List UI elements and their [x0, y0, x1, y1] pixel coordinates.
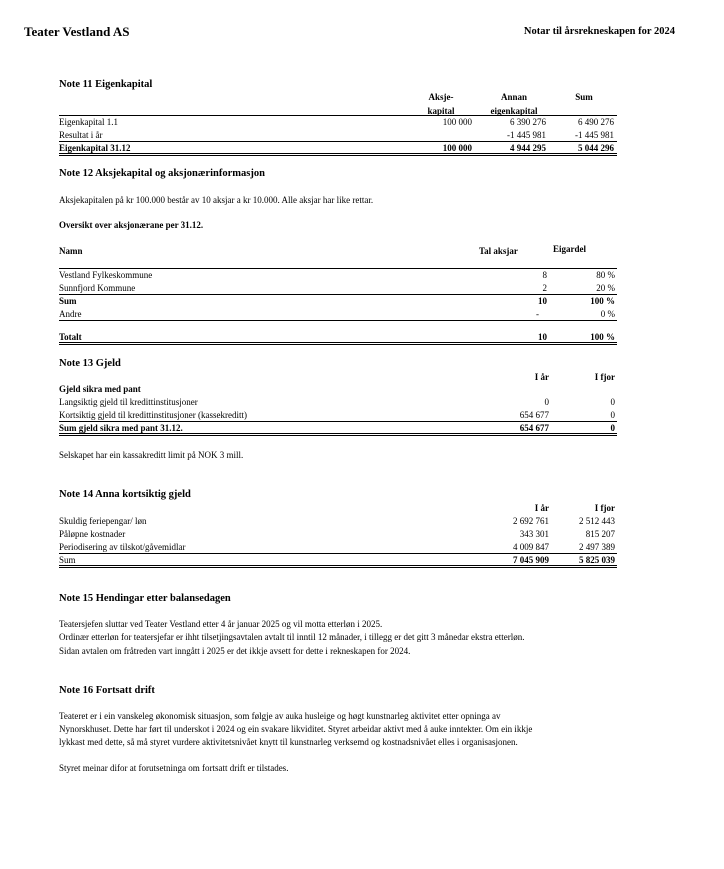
shareholder-shares: 8	[542, 270, 547, 280]
note11-total-value: 100 000	[442, 143, 472, 153]
divider	[59, 141, 617, 142]
divider	[59, 115, 617, 116]
note14-col-this-year-header: I år	[534, 503, 549, 513]
note16-title: Note 16 Fortsatt drift	[59, 685, 155, 696]
note15-title: Note 15 Hendingar etter balansedagen	[59, 593, 231, 604]
shareholder-sum-shares: 10	[538, 296, 547, 306]
note11-total-value: 5 044 296	[578, 143, 614, 153]
shareholder-total-label: Totalt	[59, 332, 82, 342]
debt-total-value: 654 677	[519, 423, 549, 433]
shareholder-other-percent: 0 %	[600, 309, 615, 319]
shareholder-total-shares: 10	[538, 332, 547, 342]
note11-row-value: -1 445 981	[507, 130, 546, 140]
debt-row-label: Kortsiktig gjeld til kredittinstitusjoner (kassekreditt)	[59, 410, 247, 420]
note13-title: Note 13 Gjeld	[59, 358, 121, 369]
note11-col-sum-header: Sum	[575, 92, 593, 102]
note12-col-shares-header: Tal aksjar	[479, 246, 518, 256]
note16-line: lykkast med dette, så må styret vurdere aktivitetsnivået knytt til kunstnarleg verksemd og kostnadsnivået elles i organisasjonen.	[59, 737, 518, 747]
other-debt-total-label: Sum	[59, 555, 76, 565]
note16-text: Styret meinar difor at forutsetninga om fortsatt drift er tilstades.	[59, 763, 289, 773]
debt-row-value: 0	[610, 410, 615, 420]
double-underline	[59, 153, 617, 156]
note11-total-value: 4 944 295	[510, 143, 546, 153]
debt-row-value: 0	[610, 397, 615, 407]
other-debt-value: 2 512 443	[579, 516, 615, 526]
double-underline	[59, 342, 617, 345]
divider	[59, 421, 617, 422]
note11-row-label: Resultat i år	[59, 130, 103, 140]
shareholder-shares: 2	[542, 283, 547, 293]
document-title: Notar til årsrekneskapen for 2024	[523, 26, 675, 37]
divider	[59, 294, 617, 295]
shareholder-sum-percent: 100 %	[590, 296, 615, 306]
note11-row-value: 6 390 276	[510, 117, 546, 127]
double-underline	[59, 565, 617, 568]
other-debt-total-value: 5 825 039	[579, 555, 615, 565]
company-name: Teater Vestland AS	[24, 24, 130, 39]
debt-row-value: 654 677	[519, 410, 549, 420]
other-debt-value: 2 497 389	[579, 542, 615, 552]
other-debt-value: 2 692 761	[513, 516, 549, 526]
debt-total-value: 0	[610, 423, 615, 433]
shareholder-percent: 80 %	[596, 270, 615, 280]
shareholder-other-shares: -	[536, 309, 539, 319]
note12-col-name-header: Namn	[59, 246, 83, 256]
note16-line: Nynorskhuset. Dette har ført til underskot i 2024 og ein svakare likviditet. Styret arbeidar aktivt med å auke inntekter. Om ein ikkje	[59, 724, 533, 734]
shareholder-name: Vestland Fylkeskommune	[59, 270, 153, 280]
note12-col-ownership-header: Eigardel	[553, 244, 586, 254]
note11-total-label: Eigenkapital 31.12	[59, 143, 131, 153]
note12-title: Note 12 Aksjekapital og aksjonærinformasjon	[59, 168, 265, 179]
note14-title: Note 14 Anna kortsiktig gjeld	[59, 489, 191, 500]
other-debt-label: Periodisering av tilskot/gåvemidlar	[59, 542, 186, 552]
divider	[59, 553, 617, 554]
other-debt-label: Påløpne kostnader	[59, 529, 126, 539]
note14-col-last-year-header: I fjor	[594, 503, 615, 513]
note11-row-value: -1 445 981	[575, 130, 614, 140]
other-debt-value: 815 207	[585, 529, 615, 539]
note16-line: Teateret er i ein vanskeleg økonomisk situasjon, som følgje av auka husleige og høgt kunstnarleg aktivitet etter opninga av	[59, 711, 501, 721]
shareholder-other-label: Andre	[59, 309, 82, 319]
note12-subtitle: Oversikt over aksjonærane per 31.12.	[59, 220, 204, 230]
note11-row-value: 100 000	[442, 117, 472, 127]
note13-col-last-year-header: I fjor	[594, 372, 615, 382]
note11-title: Note 11 Eigenkapital	[59, 79, 153, 90]
debt-row-label: Langsiktig gjeld til kredittinstitusjoner	[59, 397, 198, 407]
shareholder-sum-label: Sum	[59, 296, 77, 306]
debt-row-value: 0	[544, 397, 549, 407]
other-debt-value: 343 301	[519, 529, 549, 539]
note12-text: Aksjekapitalen på kr 100.000 består av 10 aksjar a kr 10.000. Alle aksjar har like rettar.	[59, 195, 374, 205]
shareholder-name: Sunnfjord Kommune	[59, 283, 136, 293]
note13-text: Selskapet har ein kassakreditt limit på NOK 3 mill.	[59, 450, 244, 460]
note15-line: Ordinær etterløn for teatersjefar er ihht tilsetjingsavtalen avtalt til inntil 12 månader, i tillegg er det gitt 3 månedar ekstra etterløn.	[59, 632, 525, 642]
other-debt-value: 4 009 847	[513, 542, 549, 552]
note11-row-label: Eigenkapital 1.1	[59, 117, 118, 127]
note13-col-this-year-header: I år	[534, 372, 549, 382]
shareholder-total-percent: 100 %	[590, 332, 615, 342]
debt-total-label: Sum gjeld sikra med pant 31.12.	[59, 423, 183, 433]
divider	[59, 320, 617, 321]
divider	[59, 268, 617, 269]
note11-col-share-capital-header: Aksje- kapital	[427, 92, 455, 116]
note11-row-value: 6 490 276	[578, 117, 614, 127]
other-debt-label: Skuldig feriepengar/ løn	[59, 516, 147, 526]
double-underline	[59, 433, 617, 436]
note15-line: Teatersjefen sluttar ved Teater Vestland etter 4 år januar 2025 og vil motta etterløn i 2025.	[59, 619, 383, 629]
other-debt-total-value: 7 045 909	[513, 555, 549, 565]
note11-col-other-equity-header: Annan eigenkapital	[490, 92, 538, 116]
note13-subtitle: Gjeld sikra med pant	[59, 384, 141, 394]
note15-line: Sidan avtalen om fråtreden vart inngått i 2025 er det ikkje avsett for dette i rekneskapen for 2024.	[59, 646, 411, 656]
shareholder-percent: 20 %	[596, 283, 615, 293]
